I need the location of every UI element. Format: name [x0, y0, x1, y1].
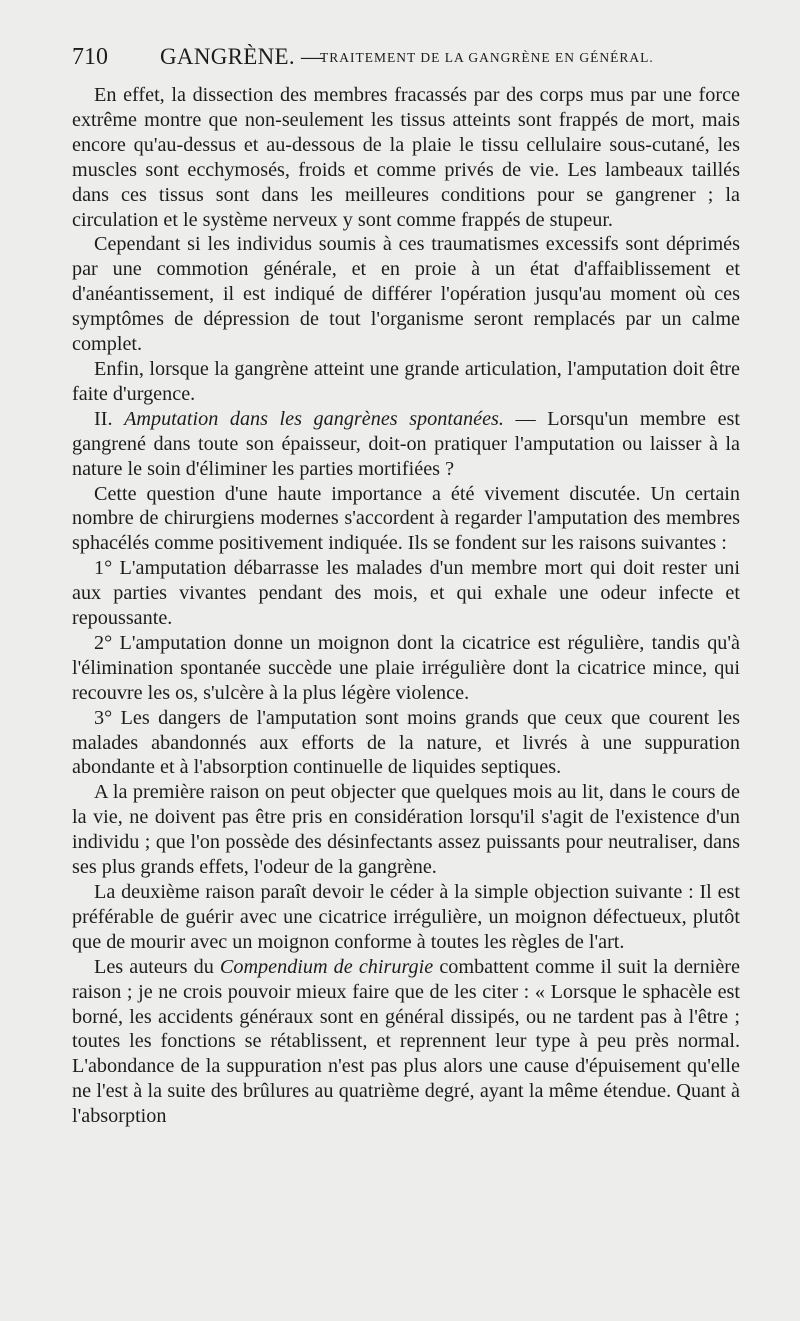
paragraph: Cependant si les individus soumis à ces traumatismes excessifs sont déprimés par une commotion générale, et en proie à un état d'affaiblissement et d'anéantissement, il est indiqué de différer l'opération jusqu'au moment où ces symptômes de dépression de tout l'organisme seront remplacés par un calme complet. [72, 233, 740, 356]
paragraph: Cette question d'une haute importance a été vivement discutée. Un certain nombre de chirurgiens modernes s'accordent à regarder l'amputation des membres sphacélés comme positivement indiquée. Ils se fondent sur les raisons suivantes : [72, 482, 740, 555]
section-number: II. [94, 407, 113, 430]
section-text: — Lorsqu'un membre est gangrené dans toute son épaisseur, doit-on pratiquer l'amputation ou laisser à la nature le soin d'éliminer les parties mortifiées ? [72, 407, 740, 480]
section-ii-paragraph [72, 407, 740, 482]
book-title: Compendium de chirurgie [219, 955, 434, 978]
paragraph: A la première raison on peut objecter que quelques mois au lit, dans le cours de la vie, ne doivent pas être pris en considération lorsqu'il s'agit de l'existence d'un individu ; que l'on possède des désinfectants assez puissants pour neutraliser, dans ses plus grands effets, l'odeur de la gangrène. [72, 781, 740, 879]
last-paragraph-after: combattent comme il suit la dernière raison ; je ne crois pouvoir mieux faire que de les citer : « Lorsque le sphacèle est borné, les accidents généraux sont en général dissipés, ou ne tardent pas à l'être ; toutes les fonctions se rétablissent, et reprennent leur type à peu près normal. L'abondance de la suppuration n'est pas plus alors une cause d'épuisement qu'elle ne l'est à la suite des brûlures au quatrième degré, ayant la même étendue. Quant à l'absorption [72, 955, 740, 1128]
running-title: GANGRÈNE. — [160, 44, 325, 69]
paragraph: Enfin, lorsque la gangrène atteint une grande articulation, l'amputation doit être faite d'urgence. [72, 357, 740, 405]
paragraph: 1° L'amputation débarrasse les malades d'un membre mort qui doit rester uni aux parties vivantes pendant des mois, et qui exhale une odeur infecte et repoussante. [72, 557, 740, 630]
page-number: 710 [72, 44, 108, 70]
paragraph: La deuxième raison paraît devoir le céder à la simple objection suivante : Il est préférable de guérir avec une cicatrice irrégulière, un moignon défectueux, plutôt que de mourir avec un moignon conforme à toutes les règles de l'art. [72, 881, 740, 953]
last-paragraph [72, 955, 740, 1129]
page-body [72, 83, 740, 1129]
paragraph: 3° Les dangers de l'amputation sont moins grands que ceux que courent les malades abandonnés aux efforts de la nature, et livrés à une suppuration abondante et à l'absorption continuelle de liquides septiques. [72, 706, 740, 779]
last-paragraph-before: Les auteurs du [94, 955, 220, 978]
paragraph: 2° L'amputation donne un moignon dont la cicatrice est régulière, tandis qu'à l'élimination spontanée succède une plaie irrégulière dont la cicatrice mince, qui recouvre les os, s'ulcère à la plus légère violence. [72, 631, 740, 704]
paragraph: En effet, la dissection des membres fracassés par des corps mus par une force extrême montre que non-seulement les tissus atteints sont frappés de mort, mais encore qu'au-dessus et au-dessous de la plaie le tissu cellulaire sous-cutané, les muscles sont ecchymosés, froids et comme privés de vie. Les lambeaux taillés dans ces tissus sont dans les meilleures conditions pour se gangrener ; la circulation et le système nerveux y sont comme frappés de stupeur. [72, 84, 740, 231]
section-heading: Amputation dans les gangrènes spontanées. [124, 407, 504, 430]
running-subtitle: TRAITEMENT DE LA GANGRÈNE EN GÉNÉRAL. [320, 50, 654, 65]
running-header [72, 44, 742, 78]
